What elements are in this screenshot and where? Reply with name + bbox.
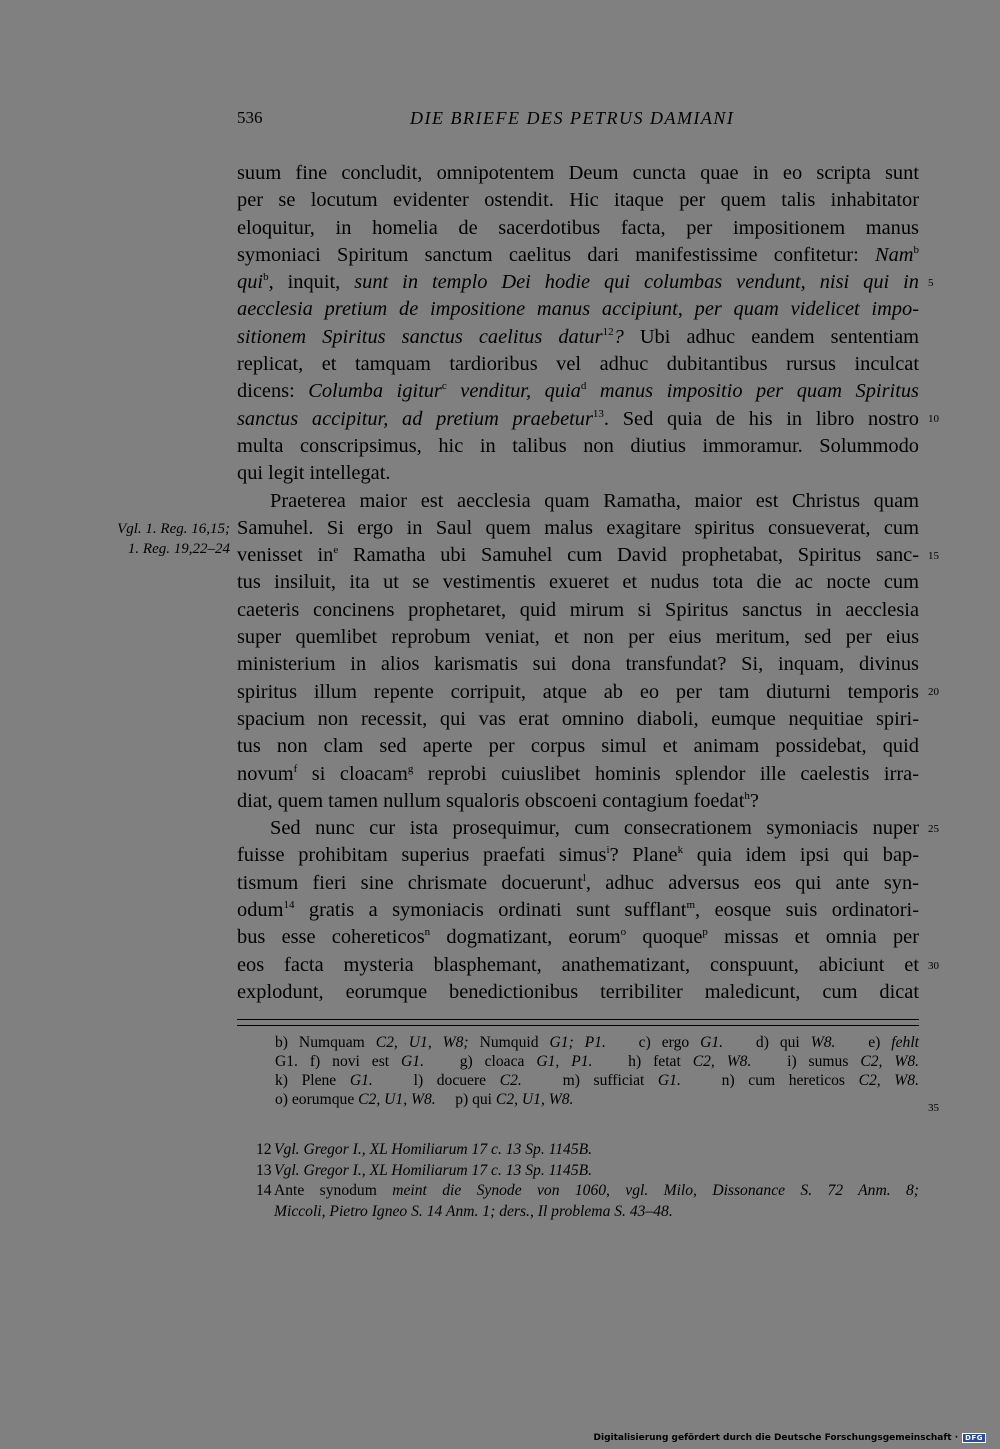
text-line: per se locutum evidenter ostendit. Hic itaque per quem talis inhabitator: [237, 189, 919, 212]
line-number: 25: [928, 823, 939, 835]
main-text: [237, 160, 919, 1006]
line-number: 35: [928, 1102, 939, 1114]
text-line: tus insiluit, ita ut se vestimentis exueret et nudus tota die ac nocte cum: [237, 571, 919, 594]
dfg-logo-icon: DFG: [962, 1433, 986, 1443]
text-line: spacium non recessit, qui vas erat omnino diaboli, eumque nequitiae spiri-: [237, 707, 919, 730]
apparatus-rule-2: [237, 1025, 919, 1026]
digitization-credit: Digitalisierung gefördert durch die Deutsche Forschungsgemeinschaft · DFG: [594, 1433, 986, 1443]
footnote-13: 13 Vgl. Gregor I., XL Homiliarum 17 c. 13 Sp. 1145B.: [256, 1161, 593, 1179]
text-line: diat, quem tamen nullum squaloris obscoeni contagium foedat$^h$?: [237, 789, 759, 812]
line-number: 10: [928, 413, 939, 425]
line-number: 20: [928, 686, 939, 698]
text-line: bus esse cohereticos$^n$ dogmatizant, eorum$^o$ quoque$^p$ missas et omnia per: [237, 926, 919, 949]
running-title: DIE BRIEFE DES PETRUS DAMIANI: [410, 108, 735, 128]
text-line: qui$^b$, inquit, sunt in templo Dei hodie qui columbas vendunt, nisi qui in: [237, 271, 919, 294]
footnotes: [256, 1140, 919, 1222]
page-number: 536: [237, 108, 263, 127]
apparatus-line: o) eorumque C2, U1, W8. p) qui C2, U1, W8.: [275, 1091, 574, 1108]
footnote-12: 12 Vgl. Gregor I., XL Homiliarum 17 c. 13 Sp. 1145B.: [256, 1141, 593, 1158]
text-line: super quemlibet reprobum veniat, et non per eius meritum, sed per eius: [237, 626, 919, 649]
apparatus-line: k) Plene G1. l) docuere C2. m) sufficiat G1. n) cum hereticos C2, W8.: [275, 1072, 919, 1089]
apparatus-line: G1. f) novi est G1. g) cloaca G1, P1. h) fetat C2, W8. i) sumus C2, W8.: [275, 1053, 920, 1070]
text-line: symoniaci Spiritum sanctum caelitus dari manifestissime confitetur: Nam$^b$: [237, 243, 919, 266]
text-line: novum$^f$ si cloacam$^g$ reprobi cuiuslibet hominis splendor ille caelestis irra-: [237, 762, 920, 785]
text-line: caeteris concinens prophetaret, quid mirum si Spiritus sanctus in aecclesia: [237, 598, 919, 621]
text-line: venisset $in^e$ Ramatha ubi Samuhel cum David prophetabat, Spiritus sanc-: [237, 544, 919, 567]
apparatus-line: b) Numquam C2, U1, W8; Numquid G1; P1. c) ergo G1. d) qui W8. e) fehlt: [275, 1034, 919, 1051]
text-line: sitionem Spiritus sanctus caelitus datur$^{12}$? Ubi adhuc eandem sententiam: [237, 325, 919, 348]
text-line: Praeterea maior est aecclesia quam Ramatha, maior est Christus quam: [270, 489, 919, 512]
line-number: 5: [928, 277, 934, 289]
footnote-14: 14 Ante synodum meint die Synode von 1060, vgl. Milo, Dissonance S. 72 Anm. 8;: [256, 1182, 919, 1199]
text-line: suum fine concludit, omnipotentem Deum cuncta quae in eo scripta sunt: [237, 162, 919, 184]
text-line: tismum fieri sine chrismate docuerunt$^l$, adhuc adversus eos qui ante syn-: [237, 871, 919, 894]
critical-apparatus: [275, 1033, 919, 1109]
text-line: multa conscripsimus, hic in talibus non diutius immoramur. Solummodo: [237, 434, 919, 457]
text-line: aecclesia pretium de impositione manus accipiunt, per quam videlicet impo-: [237, 298, 919, 321]
text-line: sanctus accipitur, ad pretium praebetur$^{13}$. Sed quia de his in libro nostro: [237, 407, 920, 430]
text-line: Sed nunc cur ista prosequimur, cum consecrationem symoniacis nuper: [270, 817, 919, 840]
text-line: qui legit intellegat.: [237, 462, 391, 485]
line-number: 30: [928, 960, 939, 972]
margin-note: Vgl. 1. Reg. 16,15; 1. Reg. 19,22–24: [117, 521, 230, 557]
text-line: fuisse prohibitam superius praefati simus$^i$? Plane$^k$ quia idem ipsi qui bap-: [237, 844, 919, 867]
footnote-14-cont: Miccoli, Pietro Igneo S. 14 Anm. 1; ders., Il problema S. 43–48.: [274, 1202, 673, 1220]
text-line: ministerium in alios karismatis sui dona transfundat? Si, inquam, divinus: [237, 653, 919, 676]
text-line: explodunt, eorumque benedictionibus terribiliter maledicunt, cum dicat: [237, 980, 919, 1003]
line-number: 15: [928, 550, 939, 562]
text-line: replicat, et tamquam tardioribus vel adhuc dubitantibus rursus inculcat: [237, 353, 919, 376]
text-line: spiritus illum repente corripuit, atque ab eo per tam diuturni temporis: [237, 680, 919, 703]
text-line: eos facta mysteria blasphemant, anathematizant, conspuunt, abiciunt et: [237, 953, 919, 976]
apparatus-rule: [237, 1019, 919, 1020]
text-line: tus non clam sed aperte per corpus simul et animam possidebat, quid: [237, 735, 919, 758]
text-line: eloquitur, in homelia de sacerdotibus facta, per impositionem manus: [237, 216, 919, 239]
text-line: odum$^{14}$ gratis a symoniacis ordinati sunt sufflant$^m$, eosque suis ordinatori-: [237, 899, 919, 922]
text-line: dicens: Columba igitur$^c$ venditur, quia$^d$ manus impositio per quam Spiritus: [237, 380, 919, 403]
text-line: Samuhel. Si ergo in Saul quem malus exagitare spiritus consueverat, cum: [237, 516, 919, 539]
